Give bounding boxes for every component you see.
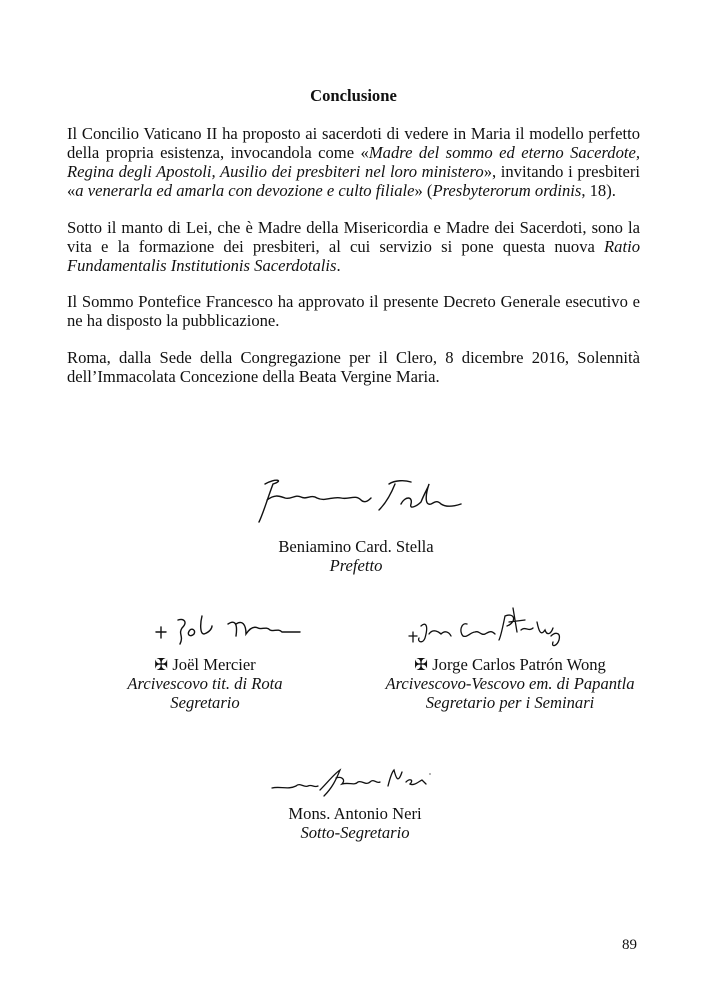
quote: Madre del sommo ed eterno Sacerdote, Regina degli Apostoli, Ausilio dei presbiteri nel loro ministero	[67, 143, 640, 181]
signatory-title: Arcivescovo tit. di Rota	[127, 674, 283, 693]
signature-stella	[245, 470, 465, 530]
signatory-role: Segretario	[170, 693, 240, 712]
text: , 18).	[581, 181, 616, 200]
page-number: 89	[622, 937, 637, 953]
paragraph-1	[67, 124, 640, 200]
signatory-mercier	[80, 655, 330, 712]
text: .	[336, 256, 341, 275]
document-title: Ratio Fundamentalis Institutionis Sacerdotalis	[67, 237, 640, 275]
signatory-role: Prefetto	[329, 556, 383, 575]
text: Il Concilio Vaticano II ha proposto ai sacerdoti di vedere in Maria il modello perfetto della propria esistenza, invocandola come «	[67, 124, 640, 162]
paragraph-2	[67, 218, 640, 275]
citation: Presbyterorum ordinis	[432, 181, 582, 200]
text: » (	[414, 181, 433, 200]
signatory-name: ✠ Jorge Carlos Patrón Wong	[414, 655, 606, 674]
paragraph-3: Il Sommo Pontefice Francesco ha approvato il presente Decreto Generale esecutivo e ne ha disposto la pubblicazione.	[67, 292, 640, 330]
text: », invitando i presbiteri «	[67, 162, 640, 200]
quote: a venerarla ed amarla con devozione e culto filiale	[75, 181, 415, 200]
text: Sotto il manto di Lei, che è Madre della Misericordia e Madre dei Sacerdoti, sono la vita e la formazione dei presbiteri, al cui servizio si pone questa nuova	[67, 218, 640, 256]
signatory-name: ✠ Joël Mercier	[154, 655, 256, 674]
signatory-role: Segretario per i Seminari	[425, 693, 595, 712]
signature-mercier	[150, 610, 310, 650]
signatory-role: Sotto-Segretario	[300, 823, 410, 842]
signatory-title: Arcivescovo-Vescovo em. di Papantla	[385, 674, 635, 693]
paragraph-4: Roma, dalla Sede della Congregazione per il Clero, 8 dicembre 2016, Solennità dell’Immacolata Concezione della Beata Vergine Maria.	[67, 348, 640, 386]
signatory-name: Beniamino Card. Stella	[278, 537, 434, 556]
signatory-wong	[355, 655, 665, 712]
signatory-stella	[206, 537, 506, 575]
signature-neri	[270, 760, 440, 800]
signature-wong	[405, 602, 565, 652]
section-heading: Conclusione	[310, 86, 397, 105]
signatory-neri	[230, 804, 480, 842]
signatory-name: Mons. Antonio Neri	[288, 804, 422, 823]
